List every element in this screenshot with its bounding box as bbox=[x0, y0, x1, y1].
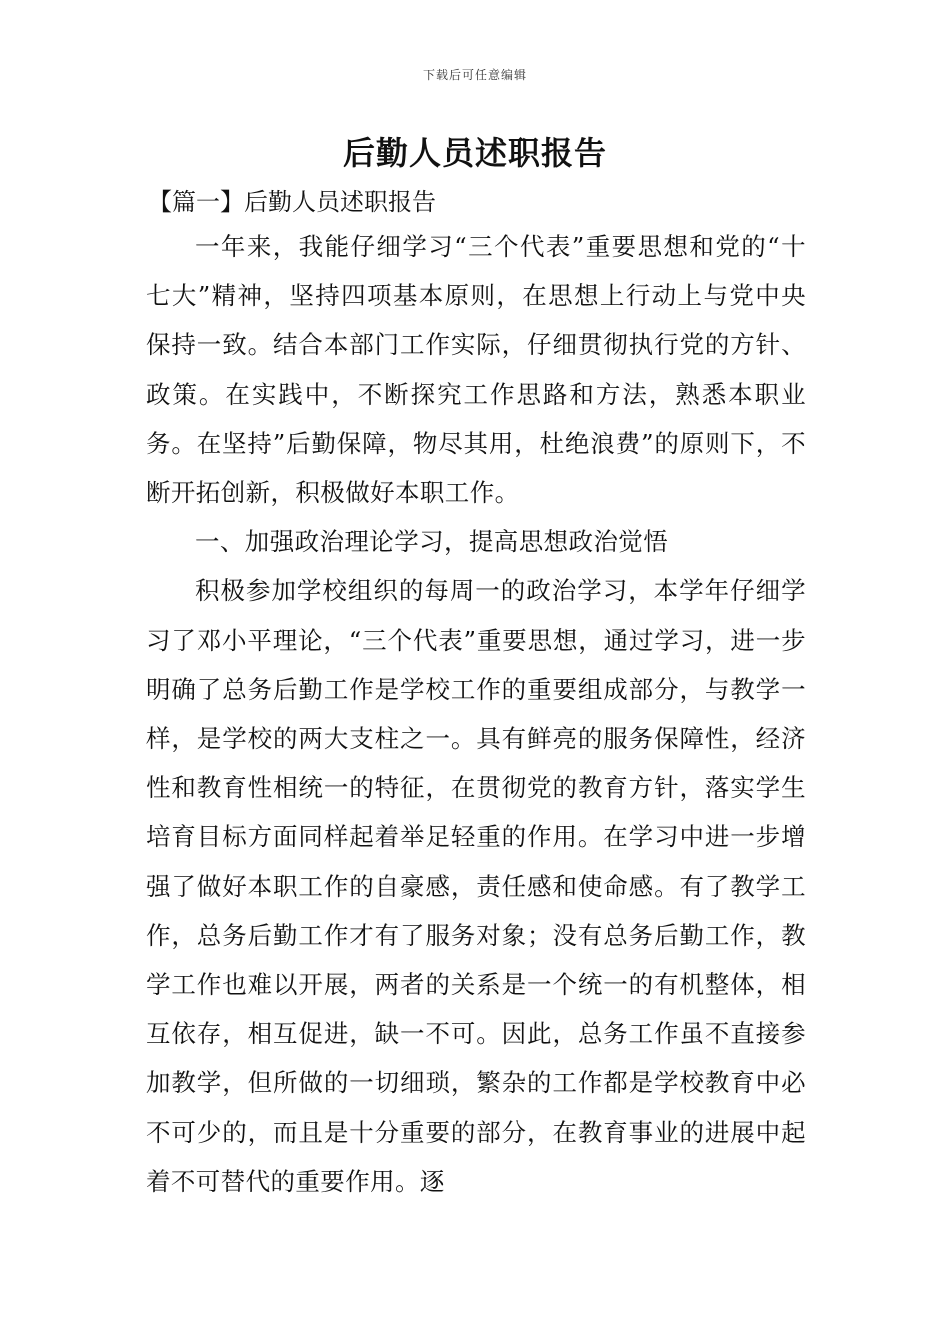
document-title: 后勤人员述职报告 bbox=[342, 134, 607, 172]
document-body bbox=[146, 222, 806, 1206]
paragraph-political-study: 积极参加学校组织的每周一的政治学习，本学年仔细学习了邓小平理论，“三个代表”重要思想，通过学习，进一步明确了总务后勤工作是学校工作的重要组成部分，与教学一样，是学校的两大支柱之一。具有鲜亮的服务保障性，经济性和教育性相统一的特征，在贯彻党的教育方针，落实学生培育目标方面同样起着举足轻重的作用。在学习中进一步增强了做好本职工作的自豪感，责任感和使命感。有了教学工作，总务后勤工作才有了服务对象；没有总务后勤工作，教学工作也难以开展，两者的关系是一个统一的有机整体，相互依存，相互促进，缺一不可。因此，总务工作虽不直接参加教学，但所做的一切细琐，繁杂的工作都是学校教育中必不可少的，而且是十分重要的部分，在教育事业的进展中起着不可替代的重要作用。逐 bbox=[146, 576, 806, 1196]
header-note: 下载后可任意编辑 bbox=[422, 68, 527, 82]
section-heading: 【篇一】后勤人员述职报告 bbox=[148, 188, 436, 216]
paragraph-intro: 一年来，我能仔细学习“三个代表”重要思想和党的“十七大”精神，坚持四项基本原则，在思想上行动上与党中央保持一致。结合本部门工作实际，仔细贯彻执行党的方针、政策。在实践中，不断探究工作思路和方法，熟悉本职业务。在坚持”后勤保障，物尽其用，杜绝浪费”的原则下，不断开拓创新，积极做好本职工作。 bbox=[146, 232, 806, 508]
paragraph-subheading-1: 一、加强政治理论学习，提高思想政治觉悟 bbox=[195, 527, 669, 557]
